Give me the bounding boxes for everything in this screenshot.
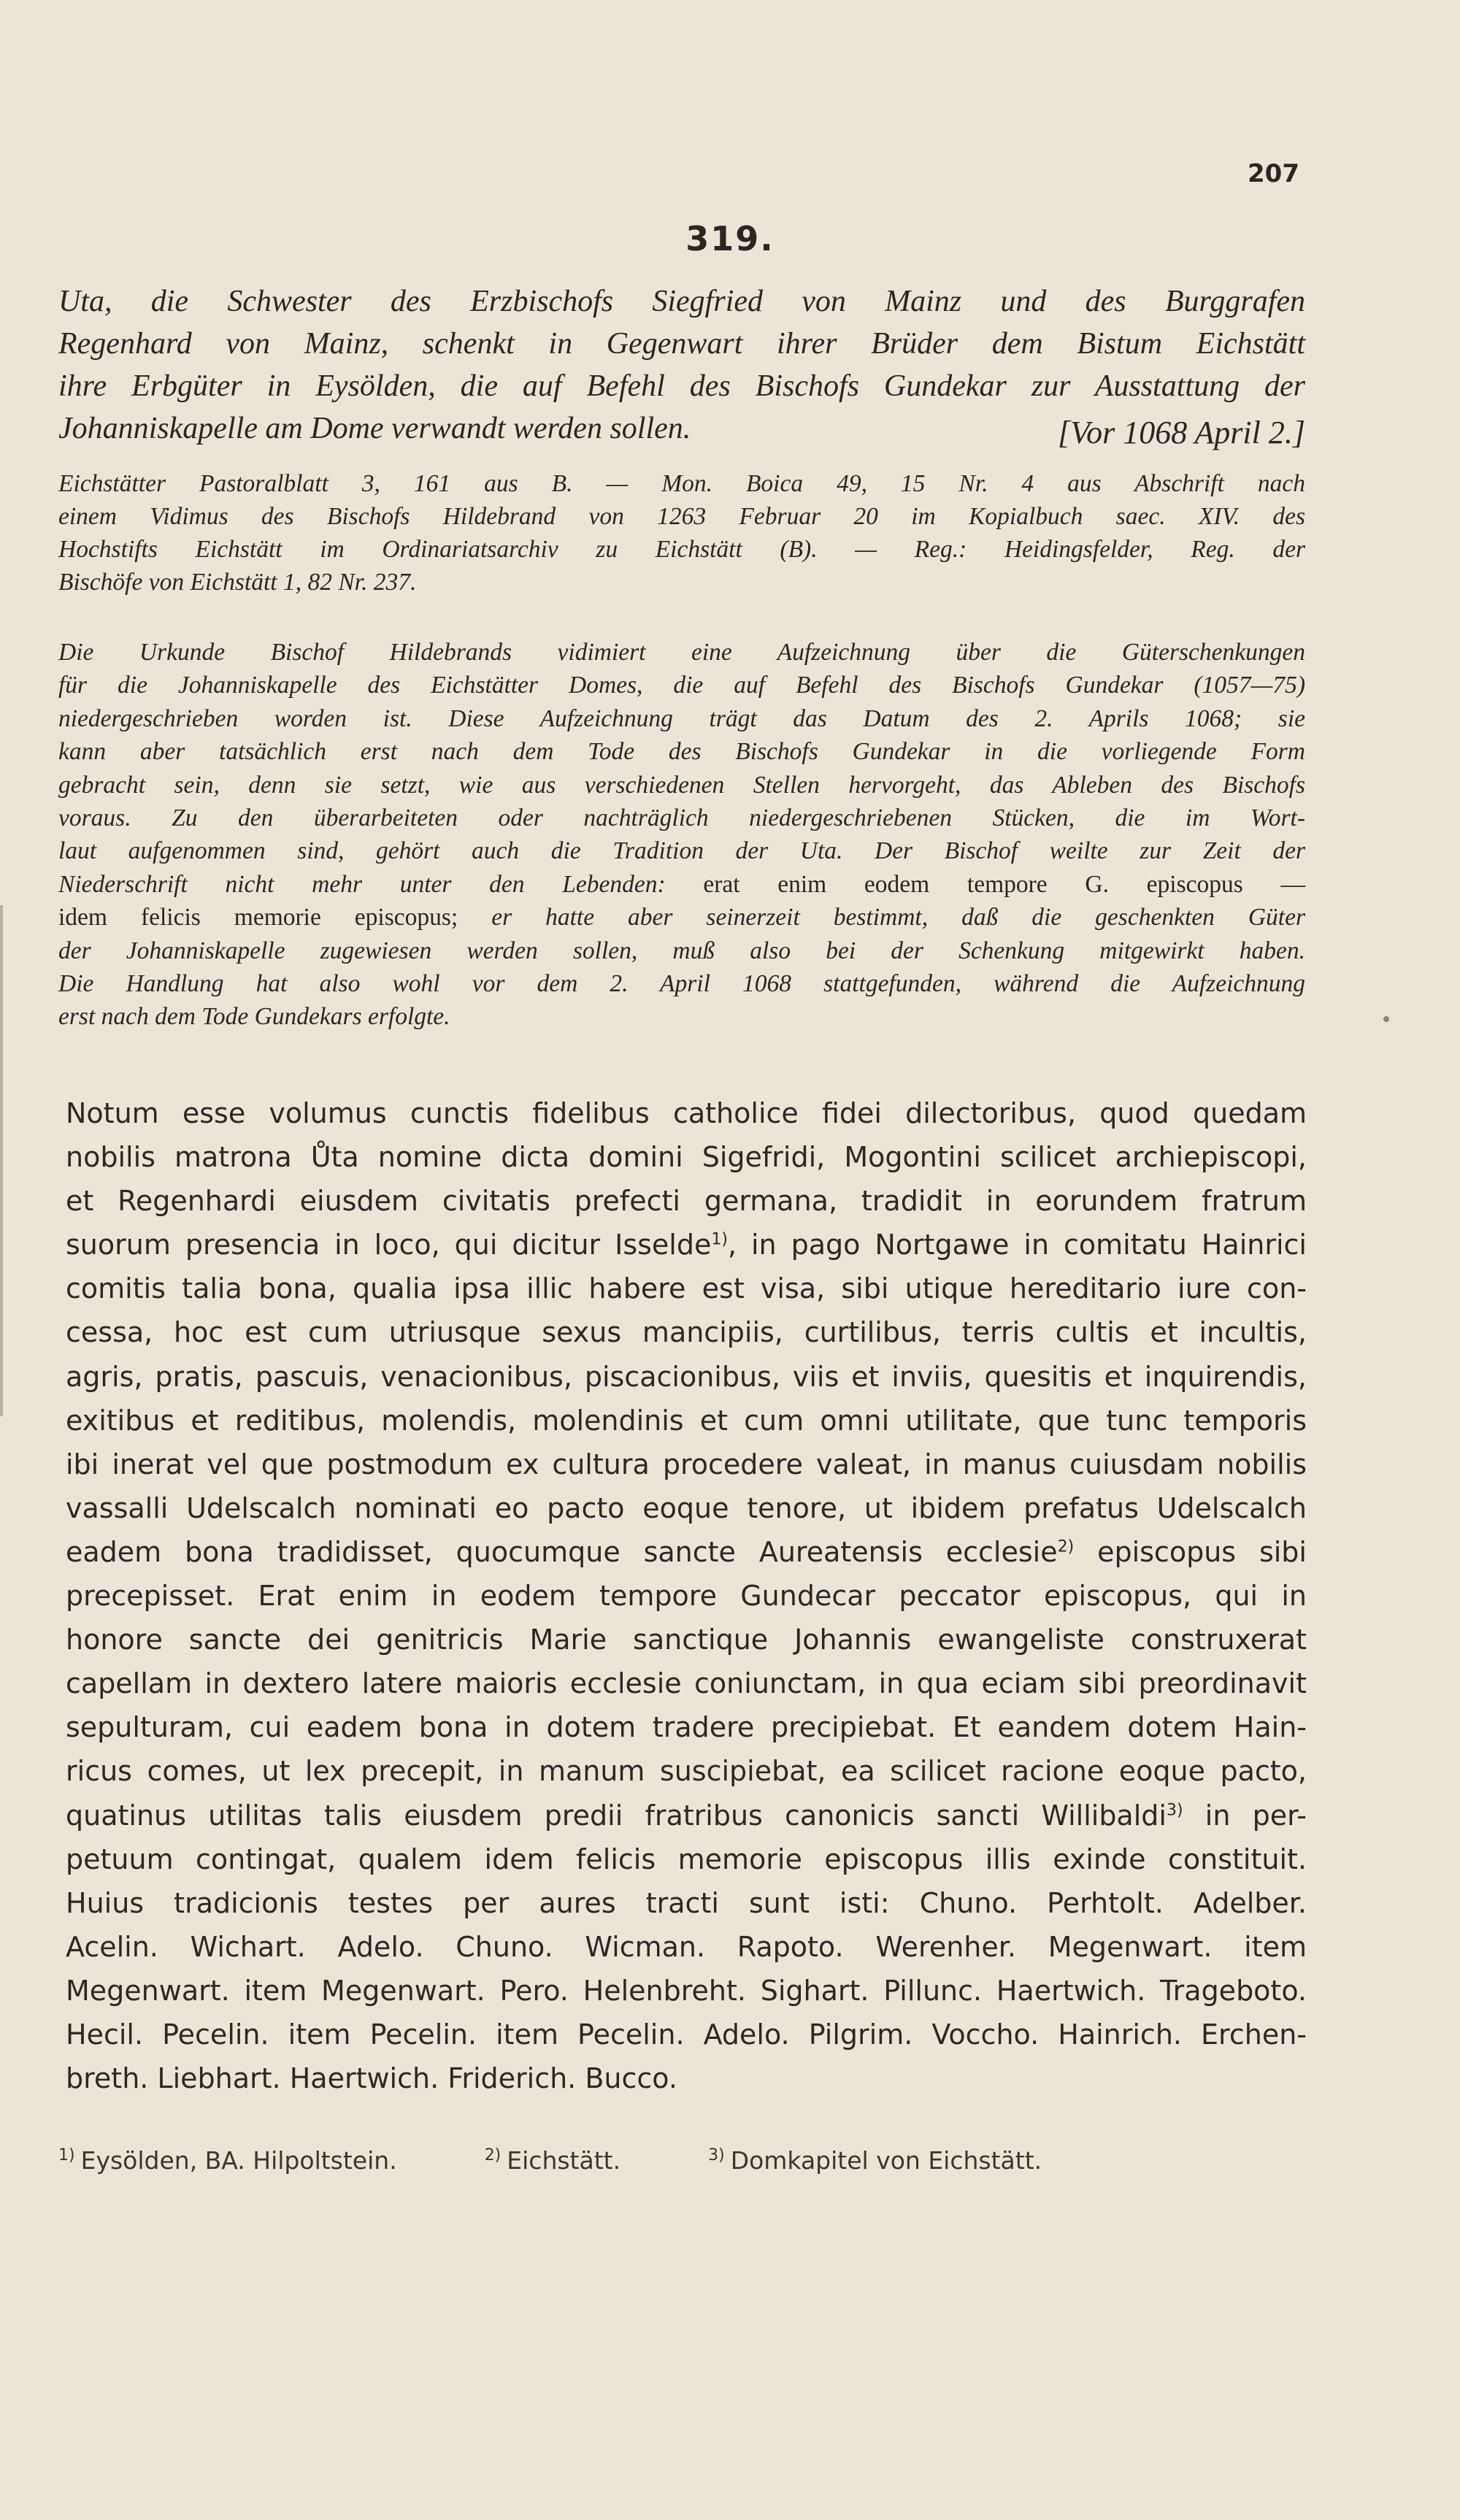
margin-dot-mark: [1383, 1016, 1389, 1022]
footnote-text: Domkapitel von Eichstätt.: [730, 2146, 1042, 2175]
charter-line: vassalli Udelscalch nominati eo pacto eoque tenore, ut ibidem prefatus Udelscalch: [66, 1491, 1307, 1524]
charter-line: Megenwart. item Megenwart. Pero. Helenbreht. Sighart. Pillunc. Haertwich. Trageboto.: [66, 1974, 1307, 2007]
footnote-item: [58, 2146, 397, 2175]
notes-italic-segment: Niederschrift nicht mehr unter den Lebenden:: [58, 870, 666, 898]
notes-line: [58, 901, 1305, 934]
heading-line-text: Johanniskapelle am Dome verwandt werden sollen.: [58, 412, 691, 445]
footnote-item: [485, 2146, 620, 2175]
document-number: 319.: [685, 219, 775, 258]
notes-line: kann aber tatsächlich erst nach dem Tode des Bischofs Gundekar in die vorliegende Form: [58, 738, 1305, 766]
footnote-ref: 1): [711, 1230, 728, 1249]
footnote-item: [708, 2146, 1042, 2175]
footnote-number: 2): [484, 2146, 502, 2164]
footnote-ref: 2): [1057, 1537, 1075, 1556]
charter-line: petuum contingat, qualem idem felicis memorie episcopus illis exinde constituit.: [66, 1843, 1307, 1875]
footnotes: [58, 2146, 1299, 2175]
footnote-text: Eysölden, BA. Hilpoltstein.: [80, 2146, 397, 2175]
charter-segment: episcopus sibi: [1074, 1535, 1307, 1568]
source-line: Eichstätter Pastoralblatt 3, 161 aus B. — Mon. Boica 49, 15 Nr. 4 aus Abschrift nach: [58, 470, 1305, 497]
heading-line: Uta, die Schwester des Erzbischofs Siegfried von Mainz und des Burggrafen: [58, 285, 1305, 318]
charter-line: [66, 1223, 1307, 1267]
source-line: Hochstifts Eichstätt im Ordinariatsarchiv zu Eichstätt (B). — Reg.: Heidingsfelder, Reg. der: [58, 536, 1305, 563]
charter-segment: quatinus utilitas talis eiusdem predii fratribus canonicis sancti Willibaldi: [66, 1799, 1167, 1832]
notes-line: Die Handlung hat also wohl vor dem 2. April 1068 stattgefunden, während die Aufzeichnung: [58, 970, 1305, 998]
charter-line: ricus comes, ut lex precepit, in manum suscipiebat, ea scilicet racione eoque pacto,: [66, 1755, 1307, 1788]
source-line: Bischöfe von Eichstätt 1, 82 Nr. 237.: [58, 569, 417, 596]
charter-line: Acelin. Wichart. Adelo. Chuno. Wicman. Rapoto. Werenher. Megenwart. item: [66, 1930, 1307, 1963]
charter-line: ibi inerat vel que postmodum ex cultura procedere valeat, in manus cuiusdam nobilis: [66, 1448, 1307, 1480]
page-number: 207: [1248, 159, 1299, 188]
notes-line: niedergeschrieben worden ist. Diese Aufzeichnung trägt das Datum des 2. Aprils 1068; sie: [58, 704, 1305, 732]
charter-line: sepulturam, cui eadem bona in dotem tradere precipiebat. Et eandem dotem Hain-: [66, 1711, 1307, 1744]
charter-segment: in per-: [1183, 1799, 1307, 1832]
charter-line: [66, 1794, 1307, 1837]
notes-line: [58, 868, 1305, 901]
document-heading: [58, 280, 1305, 454]
charter-text: [66, 1091, 1307, 2100]
charter-line: breth. Liebhart. Haertwich. Friderich. Bucco.: [66, 2062, 677, 2095]
notes-line: laut aufgenommen sind, gehört auch die Tradition der Uta. Der Bischof weilte zur Zeit der: [58, 837, 1305, 865]
scan-margin-shadow: [0, 905, 3, 1416]
charter-segment: suorum presencia in loco, qui dicitur Isselde: [66, 1229, 712, 1261]
editorial-notes: [58, 636, 1305, 1034]
charter-line: agris, pratis, pascuis, venacionibus, piscacionibus, viis et inviis, quesitis et inquirendis,: [66, 1360, 1307, 1393]
notes-line: für die Johanniskapelle des Eichstätter Domes, die auf Befehl des Bischofs Gundekar (1057—75): [58, 672, 1305, 699]
heading-date: [Vor 1068 April 2.]: [1057, 415, 1305, 450]
footnote-number: 1): [58, 2146, 75, 2164]
notes-quote-segment: erat enim eodem tempore G. episcopus —: [665, 870, 1305, 898]
charter-line: cessa, hoc est cum utriusque sexus mancipiis, curtilibus, terris cultis et incultis,: [66, 1316, 1307, 1349]
charter-line: nobilis matrona Ůta nomine dicta domini Sigefridi, Mogontini scilicet archiepiscopi,: [66, 1141, 1307, 1174]
notes-line: gebracht sein, denn sie setzt, wie aus verschiedenen Stellen hervorgeht, das Ableben des Bischofs: [58, 771, 1305, 799]
charter-line: Hecil. Pecelin. item Pecelin. item Pecelin. Adelo. Pilgrim. Voccho. Hainrich. Erchen-: [66, 2018, 1307, 2051]
charter-line: et Regenhardi eiusdem civitatis prefecti germana, tradidit in eorundem fratrum: [66, 1185, 1307, 1218]
notes-line: Die Urkunde Bischof Hildebrands vidimiert eine Aufzeichnung über die Güterschenkungen: [58, 639, 1305, 666]
charter-line: [66, 1530, 1307, 1574]
notes-line: der Johanniskapelle zugewiesen werden sollen, muß also bei der Schenkung mitgewirkt haben.: [58, 937, 1305, 964]
charter-line: honore sancte dei genitricis Marie sanctique Johannis ewangeliste construxerat: [66, 1624, 1307, 1656]
notes-quote-segment: idem felicis memorie episcopus;: [58, 904, 458, 931]
charter-line: exitibus et reditibus, molendis, molendinis et cum omni utilitate, que tunc temporis: [66, 1404, 1307, 1437]
footnote-text: Eichstätt.: [507, 2146, 621, 2175]
heading-line: Regenhard von Mainz, schenkt in Gegenwart ihrer Brüder dem Bistum Eichstätt: [58, 327, 1305, 361]
heading-line: ihre Erbgüter in Eysölden, die auf Befehl des Bischofs Gundekar zur Ausstattung der: [58, 369, 1305, 403]
footnote-number: 3): [708, 2146, 725, 2164]
charter-segment: , in pago Nortgawe in comitatu Hainrici: [727, 1229, 1307, 1261]
heading-line: [58, 407, 1305, 450]
charter-line: comitis talia bona, qualia ipsa illic habere est visa, sibi utique hereditario iure con-: [66, 1272, 1307, 1305]
charter-line: Huius tradicionis testes per aures tracti sunt isti: Chuno. Perhtolt. Adelber.: [66, 1886, 1307, 1919]
footnote-ref: 3): [1166, 1800, 1183, 1819]
charter-line: Notum esse volumus cunctis fidelibus catholice fidei dilectoribus, quod quedam: [66, 1097, 1307, 1129]
charter-segment: eadem bona tradidisset, quocumque sancte Aureatensis ecclesie: [66, 1535, 1058, 1568]
source-line: einem Vidimus des Bischofs Hildebrand von 1263 Februar 20 im Kopialbuch saec. XIV. des: [58, 503, 1305, 530]
charter-line: capellam in dextero latere maioris ecclesie coniunctam, in qua eciam sibi preordinavit: [66, 1667, 1307, 1700]
charter-line: precepisset. Erat enim in eodem tempore Gundecar peccator episcopus, qui in: [66, 1580, 1307, 1613]
notes-line: voraus. Zu den überarbeiteten oder nachträglich niedergeschriebenen Stücken, die im Wort-: [58, 804, 1305, 832]
source-references: [58, 467, 1305, 599]
notes-italic-segment: er hatte aber seinerzeit bestimmt, daß die geschenkten Güter: [458, 904, 1305, 931]
notes-line: erst nach dem Tode Gundekars erfolgte.: [58, 1003, 450, 1031]
